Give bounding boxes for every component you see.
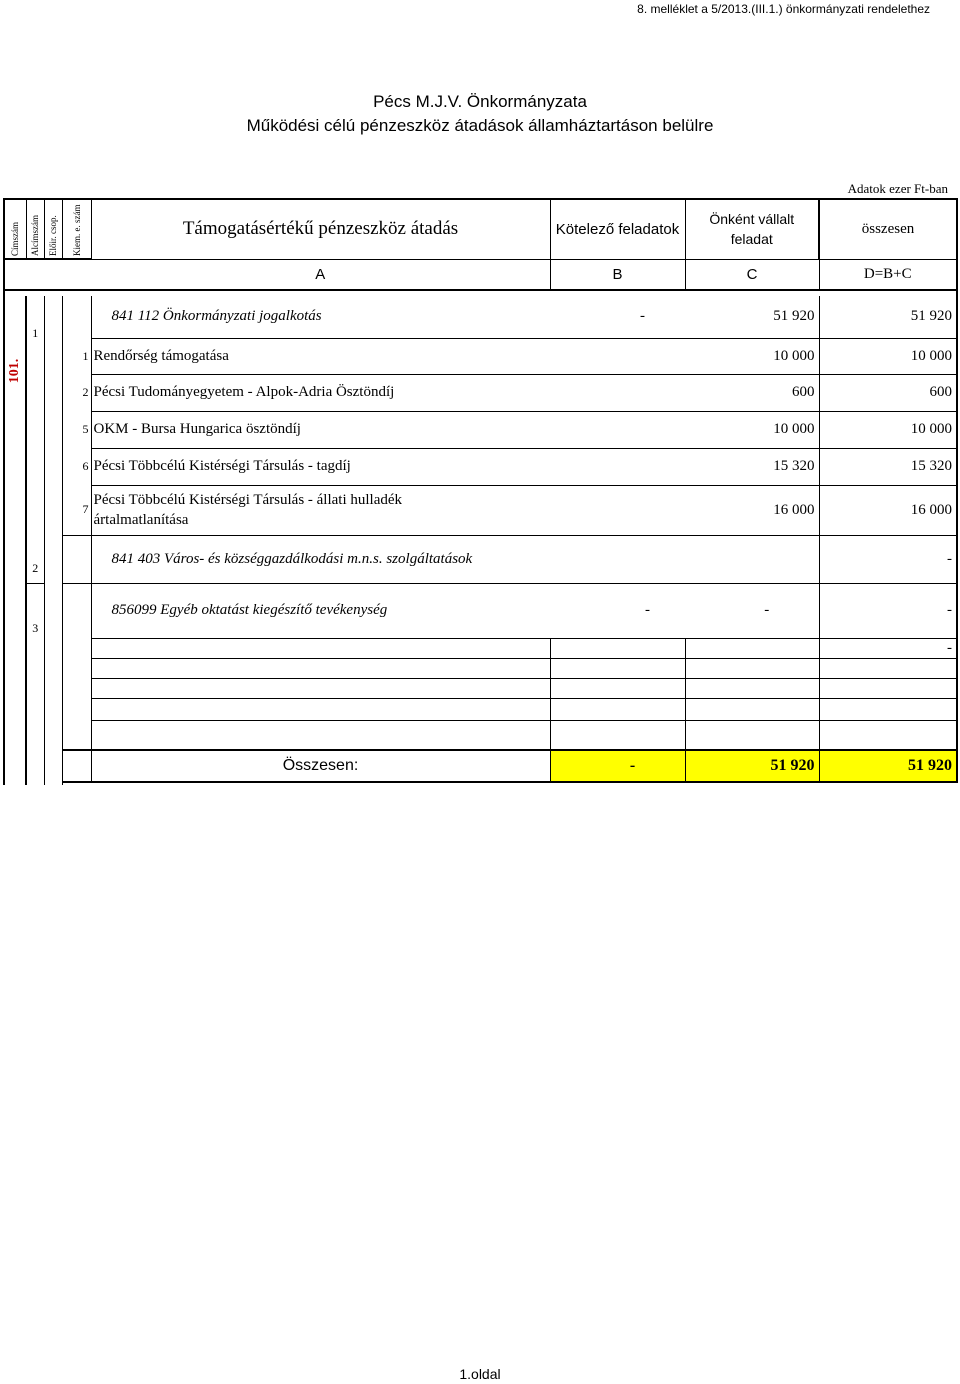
table-row [4,535,957,583]
unit-note: Adatok ezer Ft-ban [847,181,948,196]
row-desc: Pécsi Többcélú Kistérségi Társulás - tagdíj [91,448,550,485]
row-d: - [819,535,957,583]
col-b-header: Kötelező feladatok [550,199,685,259]
kiem-number: 7 [62,485,91,535]
kiem-number: 6 [62,448,91,485]
page-number: 1.oldal [459,1366,501,1382]
row-b [550,448,685,485]
alcim-number: 2 [26,535,44,583]
col-c-header-line2: feladat [730,231,773,248]
row-b: - [640,308,645,325]
row-desc [91,485,550,535]
table-row [4,485,957,535]
row-d: 15 320 [819,448,957,485]
table-row [4,638,957,658]
row-b [550,411,685,448]
row-b [550,535,685,583]
col-cimszam-header: Címszám [10,222,21,256]
row-d: - [819,638,957,658]
table-row [4,583,957,638]
row-d: 16 000 [819,485,957,535]
row-c: 15 320 [685,448,819,485]
col-c-header [685,199,819,259]
row-b: - [550,583,685,638]
row-desc: 841 403 Város- és községgazdálkodási m.n.s. szolgáltatások [91,535,550,583]
col-d-header: összesen [819,199,957,259]
kiem-number: 5 [62,411,91,448]
row-c: 10 000 [685,411,819,448]
page-title: Pécs M.J.V. Önkormányzata [373,92,587,111]
row-desc-line2: ártalmatlanítása [93,512,189,528]
col-desc-header: Támogatásértékű pénzeszköz átadás [91,199,550,259]
row-c [685,535,819,583]
row-d: 10 000 [819,338,957,374]
col-letter-b: B [550,259,685,290]
total-c: 51 920 [685,750,819,782]
row-b [550,338,685,374]
total-row [4,750,957,782]
row-desc: 856099 Egyéb oktatást kiegészítő tevékenység [91,583,550,638]
table-row [4,411,957,448]
table-row [4,448,957,485]
row-d: 51 920 [819,296,957,338]
row-b [550,374,685,411]
row-d: 10 000 [819,411,957,448]
row-desc: 841 112 Önkormányzati jogalkotás [111,308,322,325]
alcim-number: 3 [26,583,44,638]
row-desc: Pécsi Tudományegyetem - Alpok-Adria Ösztöndíj [91,374,550,411]
row-c: 16 000 [685,485,819,535]
kiem-number: 2 [62,374,91,411]
table-row [4,338,957,374]
total-label: Összesen: [91,750,550,782]
row-d: 600 [819,374,957,411]
table-row [4,374,957,411]
col-letter-c: C [685,259,819,290]
col-eloir-header: Előir. csop. [48,215,58,256]
col-letter-d: D=B+C [819,259,957,290]
kiem-number: 1 [62,338,91,374]
col-letter-a: A [91,259,550,290]
table-row [4,296,957,338]
total-b: - [550,750,685,782]
row-desc: Rendőrség támogatása [91,338,550,374]
total-d: 51 920 [819,750,957,782]
row-c: - [685,583,819,638]
row-desc: OKM - Bursa Hungarica ösztöndíj [91,411,550,448]
row-b [550,485,685,535]
row-c: 10 000 [685,338,819,374]
row-desc-line1: Pécsi Többcélú Kistérségi Társulás - állati hulladék [93,492,403,508]
alcim-number: 1 [26,296,44,535]
row-c: 600 [685,374,819,411]
page-subtitle: Működési célú pénzeszköz átadások államháztartáson belülre [246,116,714,135]
col-c-header-line1: Önként vállalt [709,211,795,228]
annex-reference: 8. melléklet a 5/2013.(III.1.) önkormányzati rendelethez [637,2,930,16]
data-table [3,198,958,785]
col-alcimszam-header: Alcímszám [30,215,40,256]
row-d: - [819,583,957,638]
cimszam-value: 101. [7,358,22,384]
col-kiem-header: Kiem. e. szám [71,204,82,256]
row-c: 51 920 [685,296,819,338]
